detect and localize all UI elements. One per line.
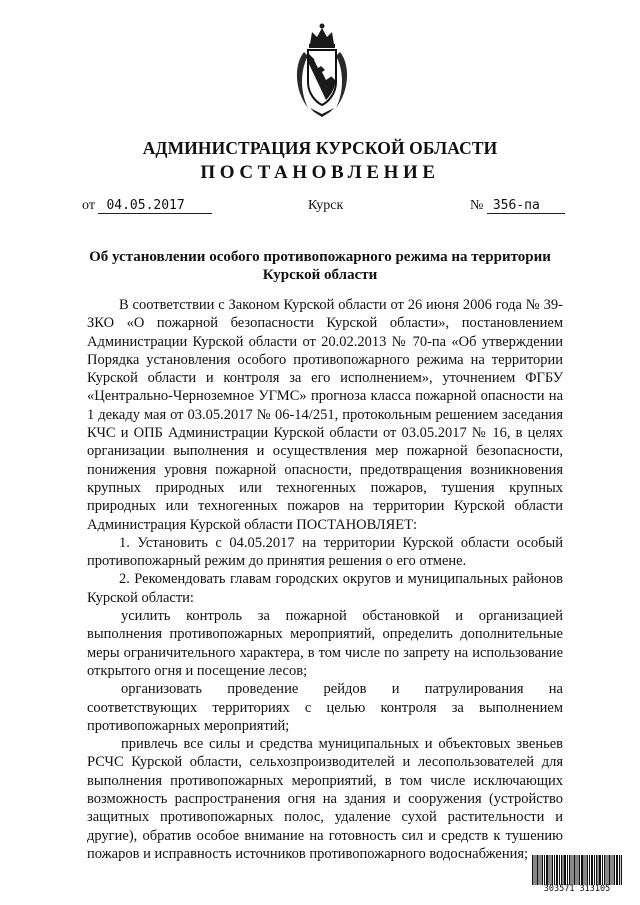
- kursk-coat-of-arms-icon: [290, 20, 354, 120]
- document-date: [82, 198, 212, 214]
- document-city: Курск: [308, 198, 344, 213]
- document-type-title: ПОСТАНОВЛЕНИЕ: [200, 162, 440, 183]
- organization-title: АДМИНИСТРАЦИЯ КУРСКОЙ ОБЛАСТИ: [142, 138, 498, 158]
- body-paragraph: 2. Рекомендовать главам городских округов и муниципальных районов Курской области:: [87, 571, 563, 606]
- date-value: 04.05.2017: [98, 198, 212, 214]
- body-paragraph: привлечь все силы и средства муниципальных и объектовых звеньев РСЧС Курской области, сельхозпроизводителей и лесопользователей для выполнения противопожарных мероприятий, в том числе исключающих возможность распространения огня на здания и сооружения (устройство защитных противопожарных полос, удаление сухой растительности и другие), обратив особое внимание на готовность сил и средств к тушению пожаров и исправность источников противопожарного водоснабжения;: [87, 736, 563, 862]
- barcode-number: 303571 313105: [543, 884, 611, 894]
- body-paragraph: организовать проведение рейдов и патрулирования на соответствующих территориях с целью контроля за выполнением противопожарных мероприятий;: [87, 681, 563, 734]
- document-body: [87, 296, 563, 863]
- body-paragraph: В соответствии с Законом Курской области от 26 июня 2006 года № 39-ЗКО «О пожарной безопасности Курской области», постановлением Администрации Курской области от 20.02.2013 № 70-па «Об утверждении Порядка установления особого противопожарного режима на территории Курской области и контроля за его исполнением», уточнением ФГБУ «Центрально-Черноземное УГМС» прогноза класса пожарной опасности на 1 декаду мая от 03.05.2017 № 06-14/251, протокольным решением заседания КЧС и ОПБ Администрации Курской области от 03.05.2017 № 16, в целях организации выполнения и осуществления мер пожарной безопасности, понижения уровня пожарной опасности, предотвращения возникновения крупных природных или техногенных пожаров, тушения крупных природных или техногенных пожаров на территории Курской области Администрация Курской области ПОСТАНОВЛЯЕТ:: [87, 297, 563, 533]
- document-subject: Об установлении особого противопожарного режима на территории Курской области: [89, 249, 551, 283]
- barcode-icon: [532, 855, 622, 885]
- body-paragraph: усилить контроль за пожарной обстановкой и организацией выполнения противопожарных мероприятий, определить дополнительные меры ограничительного характера, в том числе по запрету на использование открытого огня и посещение лесов;: [87, 608, 563, 679]
- number-prefix: №: [470, 198, 484, 213]
- document-number: [470, 198, 565, 214]
- body-paragraph: 1. Установить с 04.05.2017 на территории Курской области особый противопожарный режим до принятия решения о его отмене.: [87, 534, 563, 570]
- number-value: 356-па: [487, 198, 565, 214]
- barcode: [532, 855, 622, 895]
- date-prefix: от: [82, 198, 95, 213]
